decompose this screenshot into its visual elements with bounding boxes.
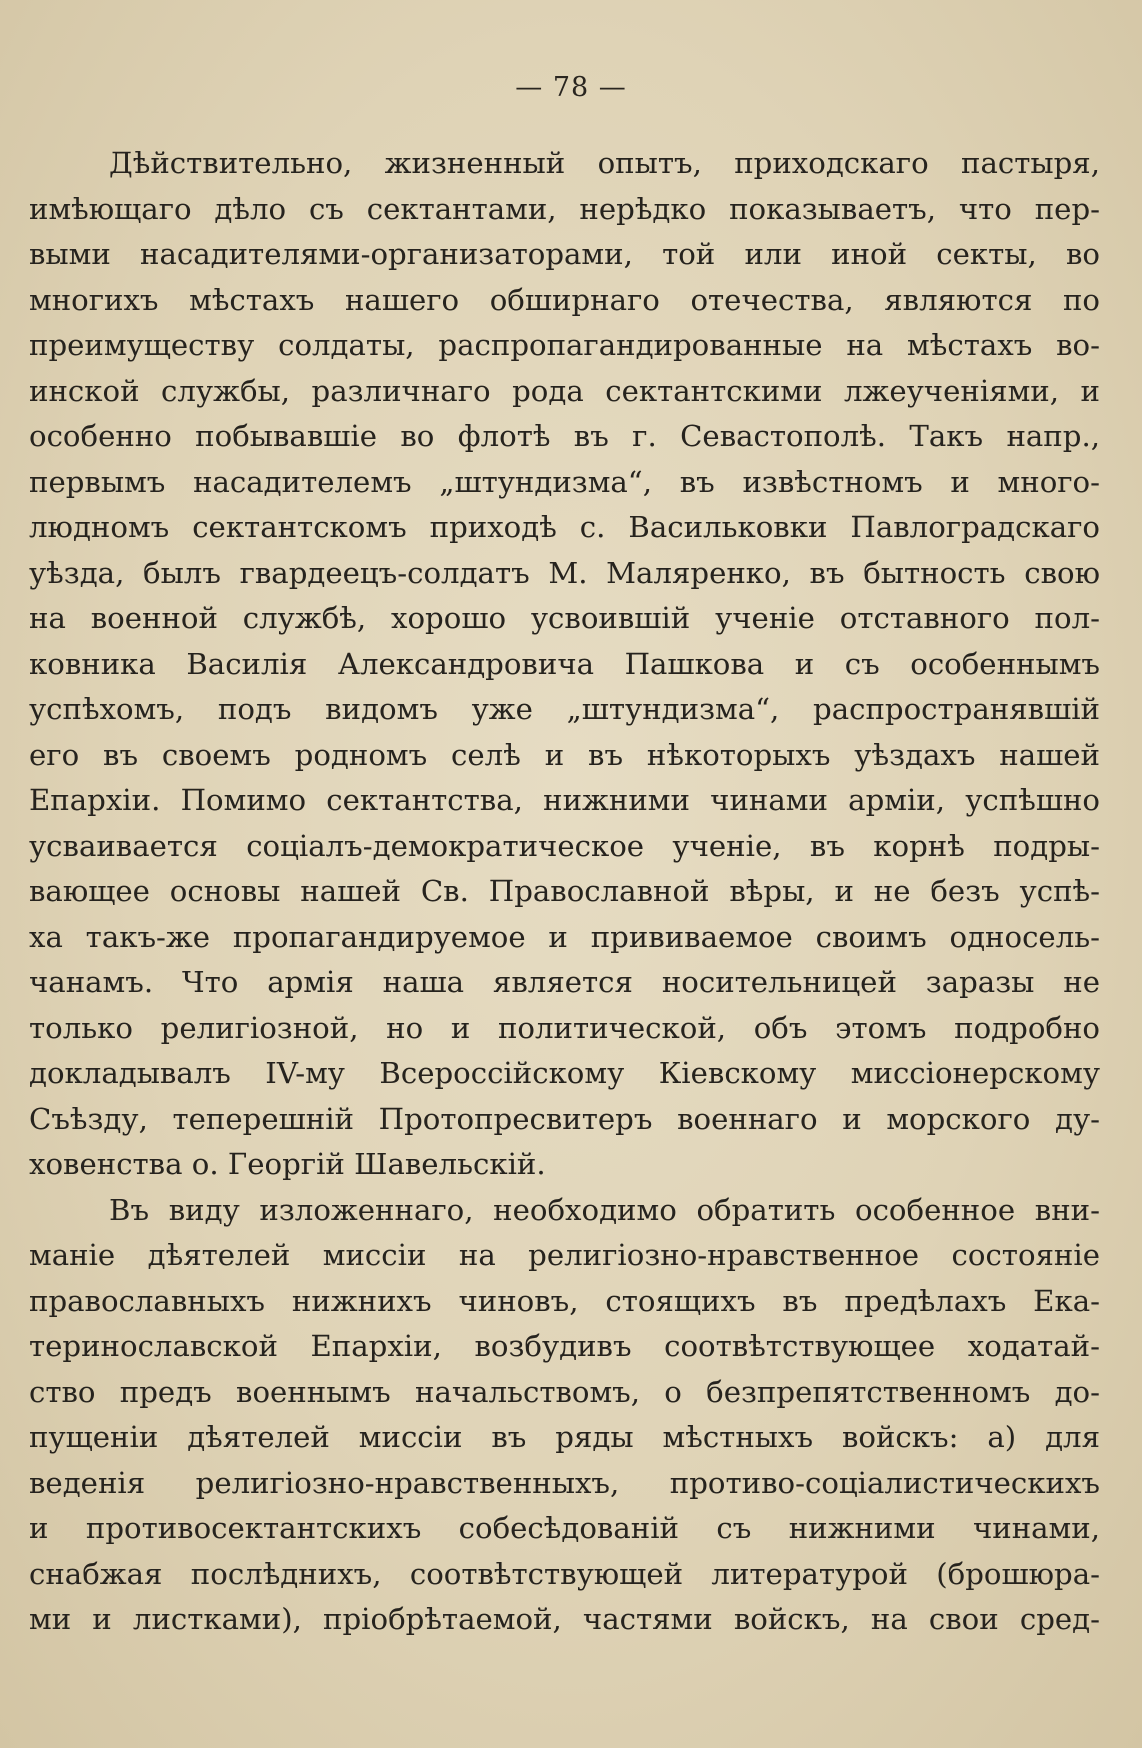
text-line: снабжая послѣднихъ, соотвѣтствующей литературой (брошюра- — [29, 1556, 1100, 1591]
text-line: ковника Василія Александровича Пашкова и съ особеннымъ — [29, 646, 1100, 681]
text-line: уѣзда, былъ гвардеецъ-солдатъ М. Маляренко, въ бытность свою — [29, 555, 1100, 590]
text-line: Съѣзду, теперешній Протопресвитеръ военнаго и морского ду- — [29, 1101, 1100, 1136]
page-number: — 78 — — [515, 72, 627, 103]
text-line: вающее основы нашей Св. Православной вѣры, и не безъ успѣ- — [29, 874, 1100, 908]
text-line: маніе дѣятелей миссіи на религіозно-нравственное состояніе — [29, 1238, 1100, 1272]
text-line: на военной службѣ, хорошо усвоившій ученіе отставного пол- — [29, 601, 1100, 635]
text-line: докладывалъ IV-му Всероссійскому Кіевскому миссіонерскому — [29, 1056, 1100, 1090]
text-line: особенно побывавшіе во флотѣ въ г. Севастополѣ. Такъ напр., — [29, 419, 1100, 453]
text-line: первымъ насадителемъ „штундизма“, въ извѣстномъ и много- — [29, 464, 1100, 499]
text-line: выми насадителями-организаторами, той или иной секты, во — [29, 237, 1100, 271]
text-line: веденія религіозно-нравственныхъ, противо-соціалистическихъ — [29, 1465, 1100, 1500]
text-line: многихъ мѣстахъ нашего обширнаго отечества, являются по — [29, 282, 1100, 317]
text-line: чанамъ. Что армія наша является носительницей заразы не — [29, 965, 1100, 999]
text-line: ха такъ-же пропагандируемое и прививаемое своимъ односель- — [29, 919, 1100, 954]
text-line: теринославской Епархіи, возбудивъ соотвѣтствующее ходатай- — [29, 1329, 1100, 1363]
text-line: успѣхомъ, подъ видомъ уже „штундизма“, распространявшій — [29, 692, 1100, 726]
text-line: ство предъ военнымъ начальствомъ, о безпрепятственномъ до- — [29, 1374, 1100, 1409]
text-line: Въ виду изложеннаго, необходимо обратить особенное вни- — [109, 1192, 1100, 1227]
text-line: людномъ сектантскомъ приходѣ с. Васильковки Павлоградскаго — [29, 510, 1100, 544]
text-line: только религіозной, но и политической, объ этомъ подробно — [29, 1010, 1100, 1045]
text-line: преимуществу солдаты, распропагандированные на мѣстахъ во- — [29, 328, 1100, 362]
text-line: пущеніи дѣятелей миссіи въ ряды мѣстныхъ войскъ: а) для — [29, 1420, 1100, 1454]
text-line: православныхъ нижнихъ чиновъ, стоящихъ въ предѣлахъ Ека- — [29, 1283, 1100, 1318]
text-line: ми и листками), пріобрѣтаемой, частями войскъ, на свои сред- — [29, 1602, 1100, 1636]
text-line: Епархіи. Помимо сектантства, нижними чинами арміи, успѣшно — [29, 783, 1100, 817]
body-text — [29, 141, 1100, 1643]
text-line: усваивается соціалъ-демократическое ученіе, въ корнѣ подры- — [29, 828, 1100, 863]
text-line: ховенства о. Георгій Шавельскій. — [29, 1147, 546, 1181]
text-line: имѣющаго дѣло съ сектантами, нерѣдко показываетъ, что пер- — [29, 191, 1100, 226]
text-line: инской службы, различнаго рода сектантскими лжеученіями, и — [29, 373, 1100, 408]
text-line: его въ своемъ родномъ селѣ и въ нѣкоторыхъ уѣздахъ нашей — [29, 737, 1100, 772]
text-line: и противосектантскихъ собесѣдованій съ нижними чинами, — [29, 1511, 1100, 1545]
text-line: Дѣйствительно, жизненный опытъ, приходскаго пастыря, — [109, 146, 1100, 180]
